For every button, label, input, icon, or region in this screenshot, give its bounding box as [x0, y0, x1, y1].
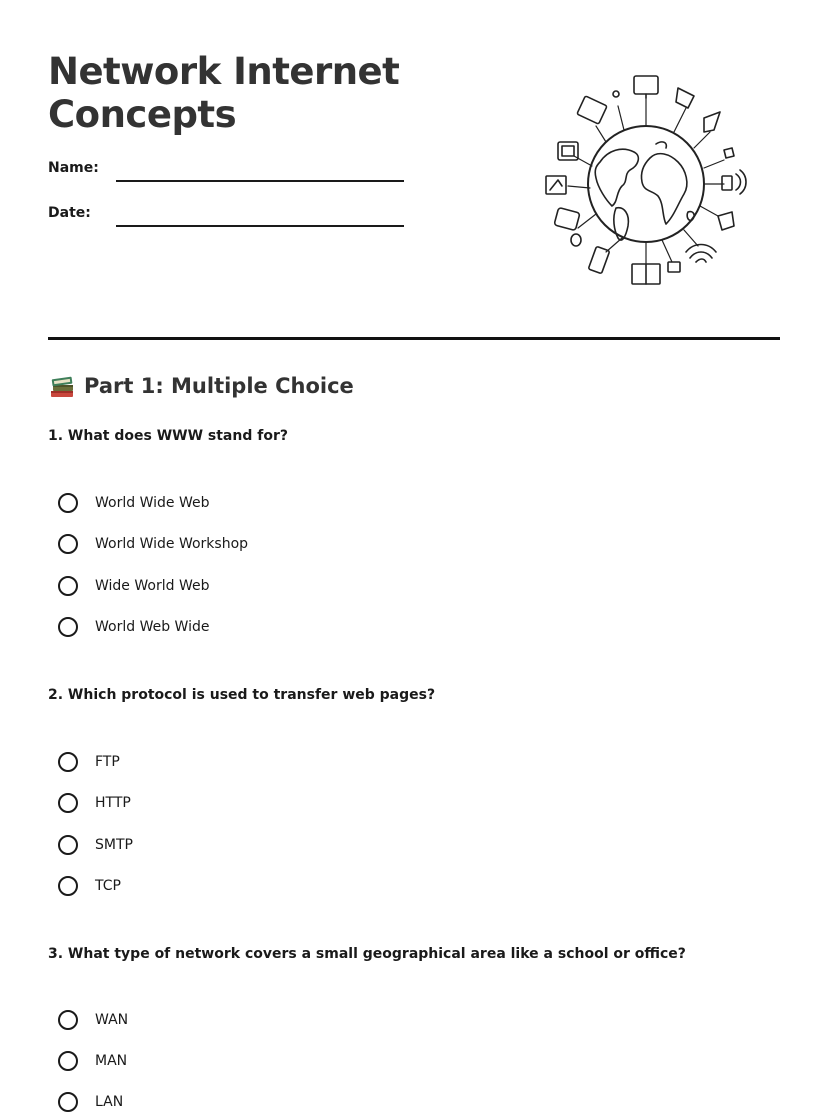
option-label: LAN [95, 1094, 124, 1110]
q1-option-4[interactable] [58, 615, 209, 639]
q1-option-1[interactable] [58, 491, 209, 515]
radio-button[interactable] [58, 493, 78, 513]
date-label: Date: [48, 205, 91, 221]
radio-button[interactable] [58, 1092, 78, 1112]
option-label: SMTP [95, 837, 133, 853]
section-title-part1 [48, 372, 354, 400]
radio-button[interactable] [58, 876, 78, 896]
date-field[interactable] [48, 205, 408, 235]
q3-option-1[interactable] [58, 1008, 128, 1032]
books-icon [48, 372, 76, 400]
q3-option-2[interactable] [58, 1049, 127, 1073]
q2-option-2[interactable] [58, 791, 131, 815]
q1-option-3[interactable] [58, 574, 209, 598]
name-line[interactable] [116, 180, 404, 182]
section-divider [48, 337, 780, 340]
radio-button[interactable] [58, 835, 78, 855]
radio-button[interactable] [58, 1010, 78, 1030]
option-label: HTTP [95, 795, 131, 811]
name-field[interactable] [48, 160, 408, 190]
question-3: 3. What type of network covers a small geographical area like a school or office? [48, 946, 686, 962]
option-label: MAN [95, 1053, 128, 1069]
name-label: Name: [48, 160, 99, 176]
q3-option-3[interactable] [58, 1090, 123, 1114]
q2-option-4[interactable] [58, 874, 121, 898]
radio-button[interactable] [58, 752, 78, 772]
q1-option-2[interactable] [58, 532, 248, 556]
option-label: FTP [95, 754, 120, 770]
date-line[interactable] [116, 225, 404, 227]
radio-button[interactable] [58, 617, 78, 637]
globe-network-icon [538, 66, 758, 292]
q2-option-3[interactable] [58, 833, 133, 857]
option-label: Wide World Web [95, 578, 210, 594]
radio-button[interactable] [58, 793, 78, 813]
radio-button[interactable] [58, 1051, 78, 1071]
radio-button[interactable] [58, 576, 78, 596]
option-label: World Wide Workshop [95, 536, 249, 552]
option-label: TCP [95, 878, 121, 894]
option-label: WAN [95, 1012, 129, 1028]
option-label: World Wide Web [95, 495, 210, 511]
option-label: World Web Wide [95, 619, 210, 635]
section-title-text: Part 1: Multiple Choice [84, 374, 354, 398]
radio-button[interactable] [58, 534, 78, 554]
question-1: 1. What does WWW stand for? [48, 428, 288, 444]
question-2: 2. Which protocol is used to transfer web pages? [48, 687, 436, 703]
q2-option-1[interactable] [58, 750, 120, 774]
page-title: Network Internet Concepts [48, 50, 400, 136]
